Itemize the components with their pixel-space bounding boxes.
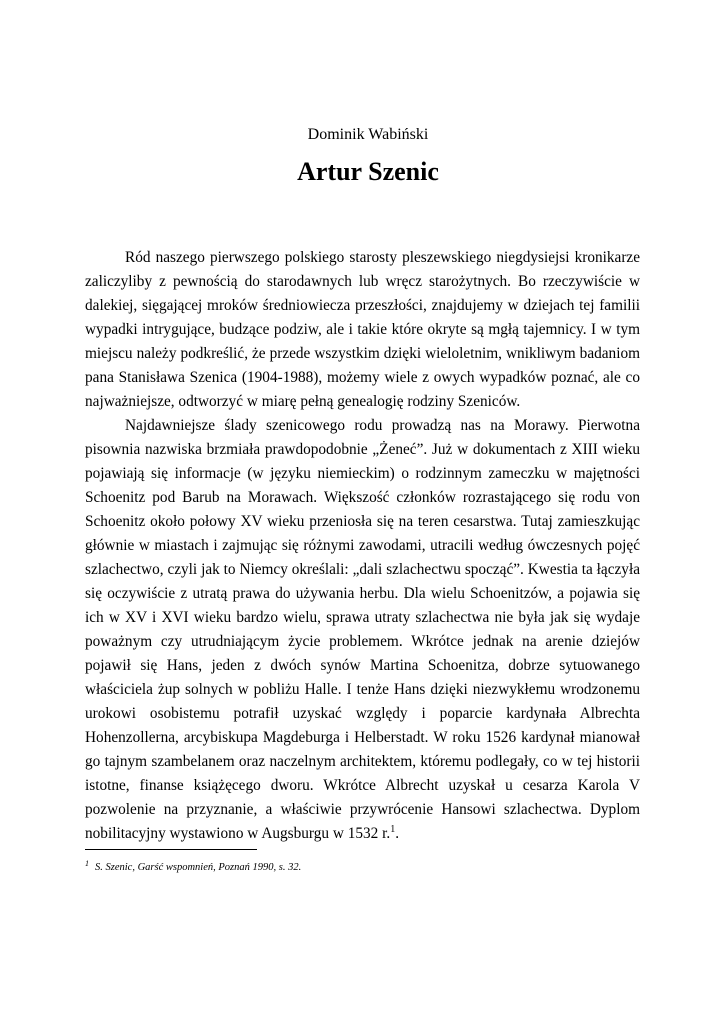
paragraph — [85, 414, 640, 846]
footnote — [85, 858, 640, 875]
paragraph: Ród naszego pierwszego polskiego starosty pleszewskiego niegdysiejsi kronikarze zaliczyliby z pewnością do starodawnych lub wręcz starożytnych. Bo rzeczywiście w dalekiej, sięgającej mroków średniowiecza przeszłości, znajdujemy w dziejach tej familii wypadki intrygujące, budzące podziw, ale i takie które okryte są mgłą tajemnicy. I w tym miejscu należy podkreślić, że przede wszystkim dzięki wieloletnim, wnikliwym badaniom pana Stanisława Szenica (1904-1988), możemy wiele z owych wypadków poznać, ale co najważniejsze, odtworzyć w miarę pełną genealogię rodziny Szeniców. — [85, 249, 640, 410]
footnote-number: 1 — [85, 858, 89, 868]
footnote-text: S. Szenic, Garść wspomnień, Poznań 1990, s. 32. — [95, 862, 302, 873]
author-name: Dominik Wabiński — [307, 126, 429, 143]
body-text — [85, 246, 640, 846]
paragraph-text: Najdawniejsze ślady szenicowego rodu prowadzą nas na Morawy. Pierwotna pisownia nazwiska brzmiała prawdopodobnie „Żeneć”. Już w dokumentach z XIII wieku pojawiają się informacje (w języku niemieckim) o rodzinnym zameczku w majętności Schoenitz pod Barub na Morawach. Większość członków rozrastającego się rodu von Schoenitz około połowy XV wieku przeniosła się na teren cesarstwa. Tutaj zamieszkując głównie w miastach i zajmując się różnymi zawodami, utracili według ówczesnych pojęć szlachectwo, czyli jak to Niemcy określali: „dali szlachectwu spocząć”. Kwestia ta łączyła się oczywiście z utratą prawa do używania herbu. Dla wielu Schoenitzów, a pojawia się ich w XV i XVI wieku bardzo wielu, sprawa utraty szlachectwa nie była jak się wydaje poważnym czy utrudniającym życie problemem. Wkrótce jednak na arenie dziejów pojawił się Hans, jeden z dwóch synów Martina Schoenitza, dobrze sytuowanego właściciela żup solnych w pobliżu Halle. I tenże Hans dzięki niezwykłemu wrodzonemu urokowi osobistemu potrafił uzyskać względy i poparcie kardynała Albrechta Hohenzollerna, arcybiskupa Magdeburga i Helberstadt. W roku 1526 kardynał mianował go tajnym szambelanem oraz naczelnym architektem, któremu podlegały, co w tej historii istotne, finanse książęcego dworu. Wkrótce Albrecht uzyskał u cesarza Karola V pozwolenie na przyznanie, a właściwie przywrócenie Hansowi szlachectwa. Dyplom nobilitacyjny wystawiono w Augsburgu w 1532 r. — [85, 417, 640, 842]
document-title: Artur Szenic — [297, 157, 439, 186]
paragraph-end: . — [395, 825, 400, 842]
footnote-reference[interactable]: 1 — [390, 823, 396, 835]
footnote-separator — [85, 849, 257, 850]
